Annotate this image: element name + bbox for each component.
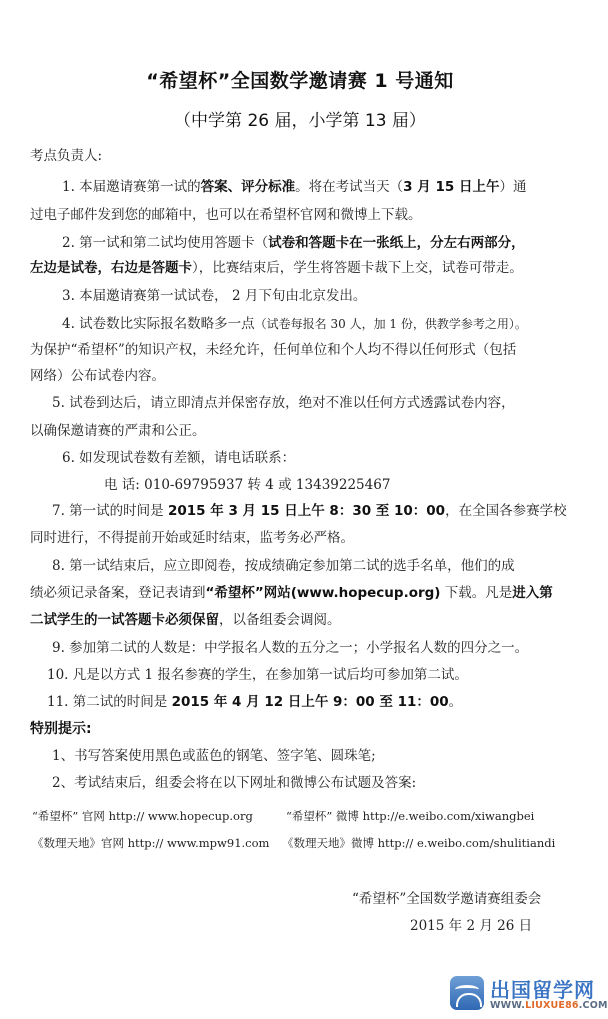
item-5-line-2: 以确保邀请赛的严肃和公正。 — [30, 423, 206, 439]
item-8-bold: 进入第 — [512, 585, 553, 601]
item-4-line-2: 为保护“希望杯”的知识产权，未经允许，任何单位和个人均不得以任何形式（包括 — [30, 342, 517, 358]
item-7-text: ，在全国各参赛学校 — [445, 503, 567, 519]
item-7-line-1 — [52, 501, 567, 521]
item-9: 9. 参加第二试的人数是：中学报名人数的五分之一；小学报名人数的四分之一。 — [52, 640, 529, 656]
url-part: .COM — [578, 1000, 608, 1011]
item-1-text: 1. 本届邀请赛第一试的 — [62, 179, 201, 195]
tip-2: 2、考试结束后，组委会将在以下网址和微博公布试题及答案: — [52, 775, 417, 791]
hopecup-website-link[interactable]: “希望杯”网站(www.hopecup.org) — [205, 585, 441, 601]
item-8-line-3 — [30, 610, 341, 630]
hopecup-site-link[interactable]: “希望杯” 官网 http:// www.hopecup.org — [32, 809, 253, 823]
item-8-text: 下载。凡是 — [440, 585, 513, 601]
item-3: 3. 本届邀请赛第一试试卷， 2 月下旬由北京发出。 — [62, 288, 367, 304]
item-2-text: 2. 第一试和第二试均使用答题卡（ — [62, 235, 269, 251]
url-part: LIUXUE86 — [525, 1000, 579, 1011]
item-5-line-1: 5. 试卷到达后，请立即清点并保密存放，绝对不准以任何方式透露试卷内容， — [52, 395, 515, 411]
item-4-line-1 — [62, 314, 527, 334]
item-1-bold: 答案、评分标准 — [200, 179, 296, 195]
item-2-text: ），比赛结束后，学生将答题卡裁下上交，试卷可带走。 — [192, 260, 523, 276]
watermark-url — [490, 1000, 608, 1011]
mpw91-site-link[interactable]: 《数理天地》官网 http:// www.mpw91.com — [32, 836, 270, 850]
item-1-date: 3 月 15 日上午 — [403, 179, 500, 195]
item-2-bold: 左边是试卷，右边是答题卡 — [30, 260, 192, 276]
shulitiandi-weibo-link[interactable]: 《数理天地》微博 http:// e.weibo.com/shulitiandi — [282, 836, 556, 850]
watermark-cn-text: 出国留学网 — [490, 978, 595, 1002]
item-2-bold: 试卷和答题卡在一张纸上，分左右两部分， — [268, 235, 525, 251]
url-part: WWW. — [490, 1000, 526, 1011]
special-tips-heading: 特别提示: — [30, 721, 92, 737]
item-8-text: 绩必须记录备案，登记表请到 — [30, 585, 206, 601]
item-8-text: ，以备组委会调阅。 — [219, 612, 341, 628]
tip-1: 1、书写答案使用黑色或蓝色的钢笔、签字笔、圆珠笔; — [52, 748, 376, 764]
item-11-text: 11. 第二试的时间是 — [47, 694, 172, 710]
item-1-text: ）通 — [499, 179, 527, 195]
watermark-logo — [448, 972, 608, 1016]
item-2-line-1 — [62, 233, 525, 253]
signature-date: 2015 年 2 月 26 日 — [410, 918, 533, 934]
phone-line — [104, 475, 390, 495]
item-1-line-1 — [62, 177, 526, 197]
item-4-note: （试卷每报名 30 人，加 1 份，供教学参考之用）。 — [254, 317, 527, 331]
phone-label: 电 话: — [104, 477, 140, 493]
item-4-text: 4. 试卷数比实际报名数略多一点 — [62, 316, 255, 332]
item-1-text: 。将在考试当天（ — [295, 179, 404, 195]
item-8-line-2 — [30, 583, 553, 603]
item-8-line-1: 8. 第一试结束后，应立即阅卷，按成绩确定参加第二试的选手名单，他们的成 — [52, 558, 515, 574]
second-test-time: 2015 年 4 月 12 日上午 9：00 至 11：00 — [171, 694, 449, 710]
item-10: 10. 凡是以方式 1 报名参赛的学生，在参加第一试后均可参加第二试。 — [47, 667, 468, 683]
document-title: “希望杯”全国数学邀请赛 1 号通知 — [146, 70, 454, 92]
hopecup-weibo-link[interactable]: “希望杯” 微博 http://e.weibo.com/xiwangbei — [286, 809, 535, 823]
item-11-text: 。 — [448, 694, 463, 710]
liuxue86-logo-icon — [450, 976, 484, 1010]
item-7-text: 7. 第一试的时间是 — [52, 503, 168, 519]
item-4-line-3: 网络）公布试卷内容。 — [30, 368, 165, 384]
item-1-line-2: 过电子邮件发到您的邮箱中，也可以在希望杯官网和微博上下载。 — [30, 207, 422, 223]
item-7-line-2: 同时进行，不得提前开始或延时结束，监考务必严格。 — [30, 530, 354, 546]
phone-number: 010-69795937 转 4 或 13439225467 — [144, 477, 391, 493]
signature-org: “希望杯”全国数学邀请赛组委会 — [352, 891, 542, 907]
document-subtitle: （中学第 26 届，小学第 13 届） — [174, 111, 426, 131]
item-6-line-1: 6. 如发现试卷数有差额，请电话联系： — [62, 450, 296, 466]
item-8-bold: 二试学生的一试答题卡必须保留 — [30, 612, 219, 628]
salutation: 考点负责人: — [30, 148, 103, 164]
item-11 — [47, 692, 462, 712]
first-test-time: 2015 年 3 月 15 日上午 8：30 至 10：00 — [167, 503, 446, 519]
item-2-line-2 — [30, 258, 523, 278]
